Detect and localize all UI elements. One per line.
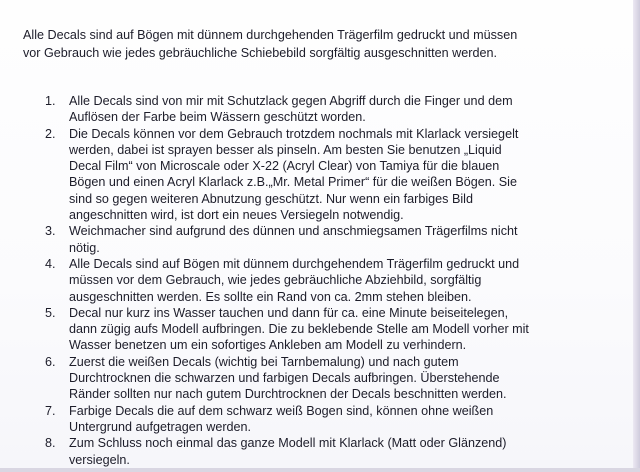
list-item: [45, 126, 625, 224]
intro-paragraph: Alle Decals sind auf Bögen mit dünnem durchgehenden Trägerfilm gedruckt und müssen vor Gebrauch wie jedes gebräuchliche Schiebebild sorgfältig ausgeschnitten werden.: [23, 28, 518, 60]
list-item-number: 2.: [45, 126, 56, 141]
list-item: [45, 93, 625, 126]
list-item-text: Zuerst die weißen Decals (wichtig bei Tarnbemalung) und nach gutem Durchtrocknen die schwarzen und farbigen Decals aufbringen. Überstehende Ränder sollten nur nach gutem Durchtrocknen der Decals beschnitten werden.: [69, 354, 507, 402]
list-item-text: Zum Schluss noch einmal das ganze Modell mit Klarlack (Matt oder Glänzend) versiegeln.: [69, 436, 507, 467]
list-item-number: 7.: [45, 403, 56, 418]
instruction-list: [45, 93, 625, 468]
list-item-text: Farbige Decals die auf dem schwarz weiß Bogen sind, können ohne weißen Untergrund aufgetragen werden.: [69, 403, 494, 434]
list-item-text: Alle Decals sind auf Bögen mit dünnem durchgehendem Trägerfilm gedruckt und müssen vor dem Gebrauch, wie jedes gebräuchliche Abziehbild, sorgfältig ausgeschnitten werden. Es sollte ein Rand von ca. 2mm stehen bleiben.: [69, 256, 520, 304]
scan-edge-bottom: [0, 468, 640, 472]
list-item: [45, 256, 625, 305]
list-item-number: 1.: [45, 94, 56, 108]
list-item: [45, 223, 625, 256]
list-item: [45, 403, 625, 436]
list-item-number: 4.: [45, 256, 56, 271]
scan-edge-right: [633, 0, 640, 472]
list-item-text: Decal nur kurz ins Wasser tauchen und dann für ca. eine Minute beiseitelegen, dann zügig aufs Modell aufbringen. Die zu beklebende Stelle am Modell vorher mit Wasser benetzen um ein sofortiges Ankleben am Modell zu verhindern.: [69, 305, 529, 353]
list-item-text: Weichmacher sind aufgrund des dünnen und anschmiegsamen Trägerfilms nicht nötig.: [69, 224, 518, 255]
list-item: [45, 354, 625, 403]
list-item-text: Die Decals können vor dem Gebrauch trotzdem nochmals mit Klarlack versiegelt werden, dabei ist sprayen besser als pinseln. Am besten Sie benutzen „Liquid Decal Film“ von Microscale oder X-22 (Acryl Clear) von Tamiya für die blauen Bögen und einen Acryl Klarlack z.B.„Mr. Metal Primer“ für die weißen Bögen. Sie sind so gegen weiteren Abnutzung geschützt. Nur wenn ein farbiges Bild angeschnitten wird, ist dort ein neues Versiegeln notwendig.: [69, 126, 519, 223]
list-item: [45, 435, 625, 468]
list-item-number: 8.: [45, 436, 56, 451]
list-item-number: 5.: [45, 305, 56, 320]
list-item-number: 3.: [45, 224, 56, 239]
list-item-text: Alle Decals sind von mir mit Schutzlack gegen Abgriff durch die Finger und dem Auflösen der Farbe beim Wässern geschützt worden.: [69, 94, 513, 125]
list-item: [45, 305, 625, 354]
list-item-number: 6.: [45, 354, 56, 369]
